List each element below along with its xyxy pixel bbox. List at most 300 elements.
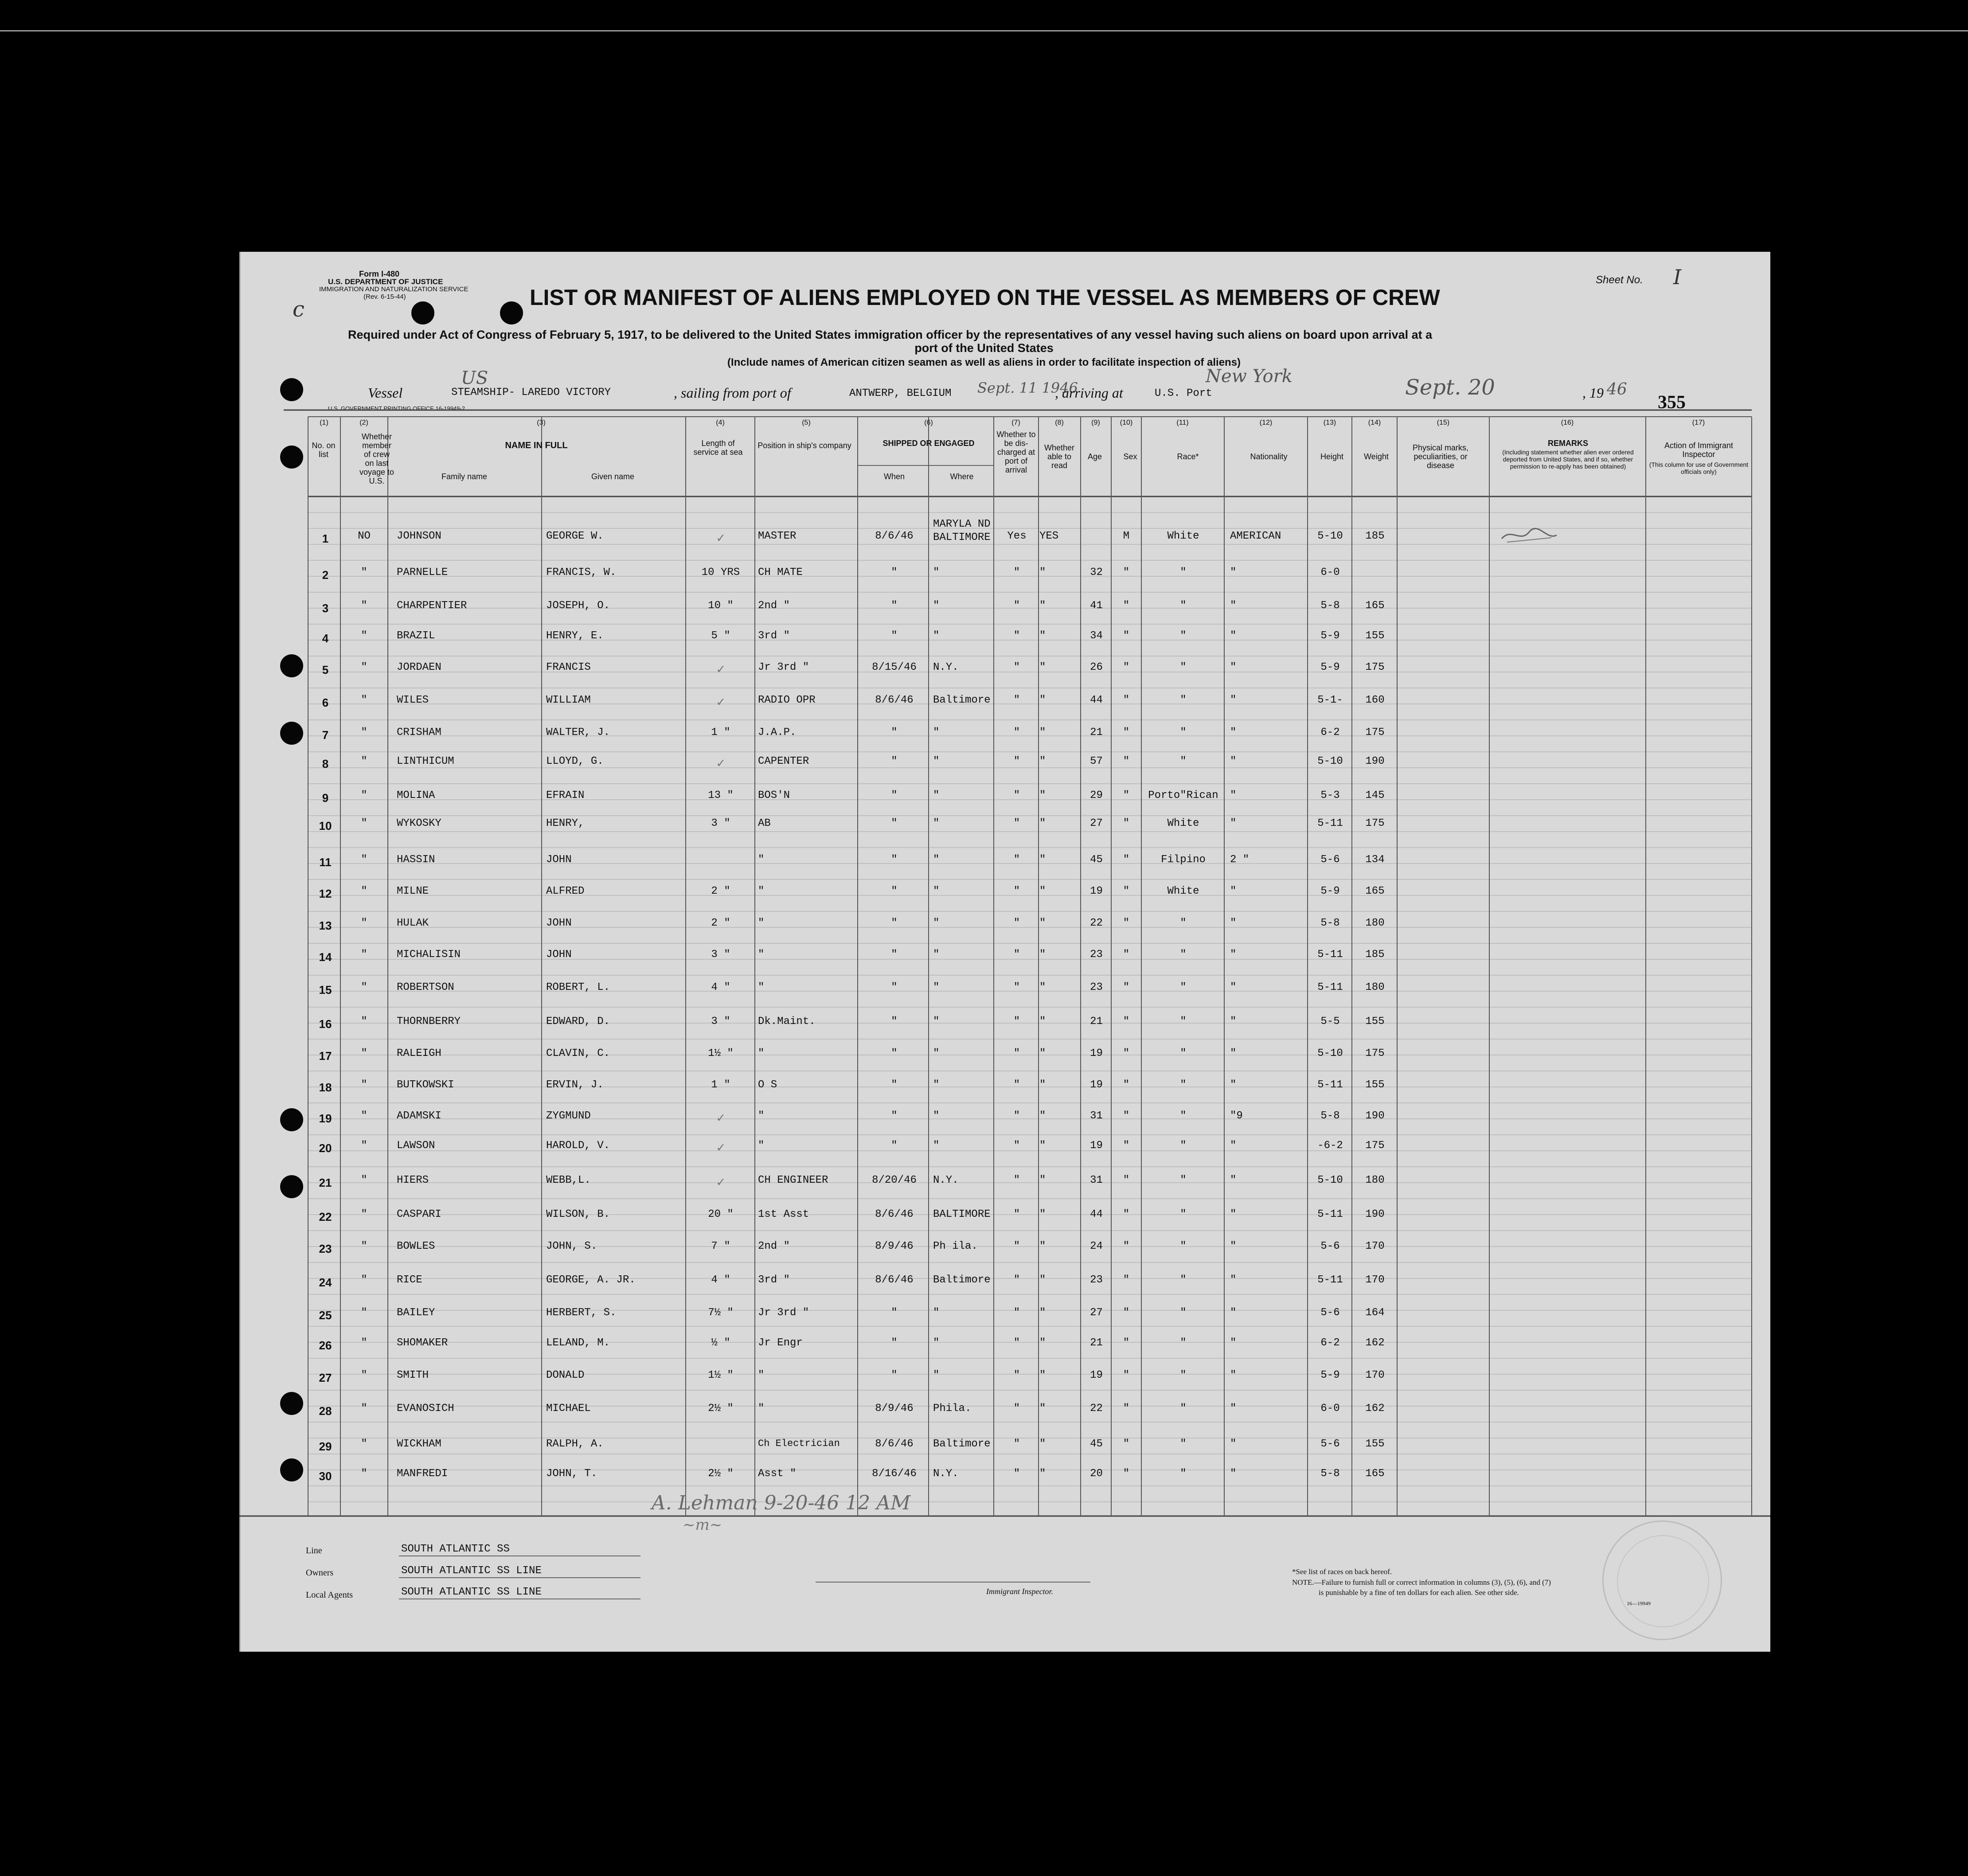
cell-weight: 180 (1365, 1174, 1385, 1186)
header-no-on-list: No. on list (312, 441, 336, 459)
cell-where: " (933, 567, 940, 578)
cell-family: MICHALISIN (397, 949, 461, 961)
cell-no: 22 (319, 1210, 332, 1223)
sailing-label: , sailing from port of (674, 385, 791, 401)
cell-weight: 170 (1365, 1240, 1385, 1252)
cell-given: JOHN (546, 854, 572, 866)
cell-height: 5-8 (1320, 1110, 1340, 1122)
cell-age: 21 (1090, 1337, 1103, 1349)
column-number: (13) (1323, 419, 1336, 426)
cell-when: " (891, 1079, 898, 1091)
cell-when: " (891, 1140, 898, 1152)
cell-height: 5-6 (1320, 854, 1340, 866)
cell-sex: " (1123, 1468, 1130, 1480)
cell-service: ✓ (716, 532, 725, 547)
header-height: Height (1320, 452, 1344, 461)
cell-prev: " (361, 981, 367, 993)
cell-family: BAILEY (397, 1307, 435, 1319)
cell-family: WILES (397, 694, 429, 706)
cell-race: " (1180, 1403, 1187, 1415)
cell-no: 17 (319, 1049, 332, 1063)
cell-service: ✓ (716, 663, 725, 678)
cell-read: " (1039, 949, 1046, 961)
cell-age: 23 (1090, 949, 1103, 961)
inspector-rule (816, 1582, 1090, 1583)
cell-service: 2 " (711, 917, 730, 929)
cell-weight: 162 (1365, 1403, 1385, 1415)
page-title: LIST OR MANIFEST OF ALIENS EMPLOYED ON THE VESSEL AS MEMBERS OF CREW (530, 285, 1440, 310)
cell-height: 5-9 (1320, 1369, 1340, 1381)
cell-height: 5-5 (1320, 1016, 1340, 1028)
cell-prev: " (361, 789, 367, 801)
cell-prev: " (361, 1274, 367, 1286)
cell-prev: " (361, 694, 367, 706)
cell-prev: " (361, 1240, 367, 1252)
cell-height: 6-2 (1320, 727, 1340, 739)
cell-height: 5-11 (1317, 981, 1343, 993)
cell-prev: " (361, 1468, 367, 1480)
column-number: (11) (1176, 419, 1189, 426)
cell-sex: M (1123, 530, 1130, 542)
header-shipped: SHIPPED OR ENGAGED (882, 439, 975, 448)
port-to-handwritten: New York (1206, 366, 1292, 387)
cell-disch: " (1013, 727, 1020, 739)
cell-when: " (891, 981, 898, 993)
cell-height: 5-1- (1317, 694, 1343, 706)
cell-height: 5-8 (1320, 1468, 1340, 1480)
cell-where: N.Y. (933, 661, 959, 673)
cell-height: 6-0 (1320, 567, 1340, 578)
cell-sex: " (1123, 1016, 1130, 1028)
cell-height: 5-3 (1320, 789, 1340, 801)
cell-when: " (891, 854, 898, 866)
cell-when: " (891, 1110, 898, 1122)
cell-family: JORDAEN (397, 661, 441, 673)
cell-weight: 134 (1365, 854, 1385, 866)
cell-no: 4 (322, 632, 329, 645)
cell-height: 5-10 (1317, 530, 1343, 542)
cell-position: CAPENTER (758, 755, 809, 767)
cell-disch: " (1013, 1337, 1020, 1349)
cell-race: " (1180, 1240, 1187, 1252)
cell-service: ✓ (716, 1111, 725, 1126)
cell-given: WILSON, B. (546, 1208, 610, 1220)
cell-race: White (1167, 885, 1199, 897)
cell-given: WEBB,L. (546, 1174, 591, 1186)
cell-no: 12 (319, 887, 332, 900)
cell-disch: " (1013, 600, 1020, 612)
cell-service: 10 " (708, 600, 734, 612)
cell-weight: 162 (1365, 1337, 1385, 1349)
cell-disch: " (1013, 981, 1020, 993)
cell-age: 32 (1090, 567, 1103, 578)
cell-read: YES (1039, 530, 1059, 542)
cell-prev: " (361, 817, 367, 829)
column-number: (14) (1368, 419, 1381, 426)
cell-age: 19 (1090, 1369, 1103, 1381)
cell-race: White (1167, 817, 1199, 829)
cell-service: ✓ (716, 1176, 725, 1191)
cell-sex: " (1123, 1240, 1130, 1252)
cell-family: PARNELLE (397, 567, 448, 578)
cell-weight: 165 (1365, 1468, 1385, 1480)
cell-race: " (1180, 1016, 1187, 1028)
cell-age: 41 (1090, 600, 1103, 612)
cell-disch: " (1013, 789, 1020, 801)
cell-weight: 155 (1365, 630, 1385, 642)
cell-where: " (933, 1047, 940, 1059)
cell-service: 1 " (711, 1079, 730, 1091)
cell-nat: " (1230, 1468, 1237, 1480)
cell-when: " (891, 630, 898, 642)
cell-age: 27 (1090, 1307, 1103, 1319)
cell-height: 5-10 (1317, 755, 1343, 767)
cell-family: HIERS (397, 1174, 429, 1186)
cell-age: 34 (1090, 630, 1103, 642)
cell-age: 31 (1090, 1110, 1103, 1122)
cell-where: " (933, 600, 940, 612)
cell-position: RADIO OPR (758, 694, 816, 706)
footer-owners-value: SOUTH ATLANTIC SS LINE (401, 1565, 542, 1577)
cell-disch: " (1013, 854, 1020, 866)
cell-disch: " (1013, 694, 1020, 706)
cell-height: -6-2 (1317, 1140, 1343, 1152)
cell-given: HENRY, (546, 817, 585, 829)
cell-prev: " (361, 1016, 367, 1028)
cell-service: 2½ " (708, 1468, 734, 1480)
sailing-date: Sept. 11 1946 (977, 379, 1078, 396)
cell-position: " (758, 1403, 765, 1415)
cell-disch: " (1013, 885, 1020, 897)
cell-weight: 185 (1365, 530, 1385, 542)
cell-read: " (1039, 1369, 1046, 1381)
cell-age: 22 (1090, 1403, 1103, 1415)
column-number: (7) (1011, 419, 1020, 426)
cell-nat: " (1230, 1016, 1237, 1028)
cell-prev: " (361, 1337, 367, 1349)
cell-weight: 155 (1365, 1438, 1385, 1450)
cell-read: " (1039, 694, 1046, 706)
cell-where: Baltimore (933, 1438, 991, 1450)
cell-position: Jr 3rd " (758, 1307, 809, 1319)
cell-read: " (1039, 1208, 1046, 1220)
cell-disch: " (1013, 1110, 1020, 1122)
cell-nat: " (1230, 567, 1237, 578)
cell-family: ADAMSKI (397, 1110, 441, 1122)
cell-no: 7 (322, 728, 329, 742)
header-action-note: (This column for use of Government officials only) (1649, 461, 1749, 475)
cell-when: " (891, 817, 898, 829)
cell-prev: " (361, 600, 367, 612)
cell-given: HENRY, E. (546, 630, 604, 642)
cell-position: 2nd " (758, 1240, 790, 1252)
cell-family: SHOMAKER (397, 1337, 448, 1349)
cell-when: " (891, 600, 898, 612)
footer-line-label: Line (306, 1546, 322, 1556)
cell-nat: 2 " (1230, 854, 1250, 866)
cell-no: 30 (319, 1470, 332, 1483)
cell-prev: " (361, 1079, 367, 1091)
form-id: Form I-480 (359, 270, 400, 278)
cell-read: " (1039, 1307, 1046, 1319)
cell-prev: " (361, 1140, 367, 1152)
header-remarks-note: (Including statement whether alien ever ordered deported from United States, and if so, whether permission to re-apply has been obtained) (1502, 449, 1634, 470)
cell-read: " (1039, 917, 1046, 929)
cell-given: WALTER, J. (546, 727, 610, 739)
cell-family: JOHNSON (397, 530, 441, 542)
cell-age: 44 (1090, 694, 1103, 706)
cell-disch: " (1013, 661, 1020, 673)
cell-prev: " (361, 1403, 367, 1415)
cell-nat: " (1230, 949, 1237, 961)
cell-sex: " (1123, 1403, 1130, 1415)
cell-when: 8/16/46 (872, 1468, 917, 1480)
cell-no: 6 (322, 696, 329, 709)
cell-height: 5-6 (1320, 1307, 1340, 1319)
cell-position: Dk.Maint. (758, 1016, 816, 1028)
cell-read: " (1039, 817, 1046, 829)
cell-given: GEORGE W. (546, 530, 604, 542)
header-physical-marks: Physical marks, peculiarities, or disease (1412, 443, 1469, 470)
cell-position: AB (758, 817, 771, 829)
cell-given: DONALD (546, 1369, 585, 1381)
header-family-name: Family name (441, 472, 488, 481)
cell-position: " (758, 854, 765, 866)
cell-given: JOHN, T. (546, 1468, 597, 1480)
cell-disch: " (1013, 630, 1020, 642)
cell-weight: 155 (1365, 1016, 1385, 1028)
cell-given: EDWARD, D. (546, 1016, 610, 1028)
cell-position: Jr 3rd " (758, 661, 809, 673)
cell-weight: 170 (1365, 1369, 1385, 1381)
cell-disch: " (1013, 1240, 1020, 1252)
arrival-date: Sept. 20 (1405, 375, 1495, 400)
cell-read: " (1039, 1240, 1046, 1252)
cell-position: CH ENGINEER (758, 1174, 828, 1186)
cell-weight: 175 (1365, 1047, 1385, 1059)
cell-disch: " (1013, 1438, 1020, 1450)
cell-position: Jr Engr (758, 1337, 803, 1349)
cell-service: 2½ " (708, 1403, 734, 1415)
cell-race: " (1180, 1438, 1187, 1450)
cell-height: 5-6 (1320, 1240, 1340, 1252)
cell-weight: 175 (1365, 661, 1385, 673)
cell-age: 21 (1090, 727, 1103, 739)
cell-read: " (1039, 567, 1046, 578)
cell-family: HASSIN (397, 854, 435, 866)
cell-when: " (891, 885, 898, 897)
cell-nat: " (1230, 600, 1237, 612)
footer-agents-label: Local Agents (306, 1590, 353, 1600)
cell-height: 5-11 (1317, 1208, 1343, 1220)
cell-no: 23 (319, 1242, 332, 1255)
cell-given: LLOYD, G. (546, 755, 604, 767)
sheet-label: Sheet No. (1596, 274, 1643, 286)
cell-weight: 190 (1365, 1208, 1385, 1220)
column-number: (16) (1561, 419, 1574, 426)
cell-sex: " (1123, 885, 1130, 897)
cell-read: " (1039, 854, 1046, 866)
cell-nat: " (1230, 630, 1237, 642)
header-action: Action of Immigrant Inspector (1664, 441, 1734, 459)
header-nationality: Nationality (1250, 452, 1288, 461)
vessel-handwritten: US (461, 368, 488, 388)
cell-family: CHARPENTIER (397, 600, 467, 612)
cell-weight: 190 (1365, 755, 1385, 767)
cell-position: Asst " (758, 1468, 797, 1480)
cell-when: 8/9/46 (875, 1403, 914, 1415)
cell-service: 1½ " (708, 1047, 734, 1059)
cell-where: BALTIMORE (933, 1208, 991, 1220)
cell-age: 22 (1090, 917, 1103, 929)
cell-disch: Yes (1007, 530, 1027, 542)
cell-sex: " (1123, 1337, 1130, 1349)
cell-where: Baltimore (933, 1274, 991, 1286)
cell-prev: " (361, 727, 367, 739)
cell-race: Filpino (1161, 854, 1206, 866)
cell-nat: " (1230, 1369, 1237, 1381)
column-number: (3) (537, 419, 546, 426)
header-where: Where (950, 472, 974, 481)
cell-prev: " (361, 1208, 367, 1220)
cell-where: Ph ila. (933, 1240, 978, 1252)
cell-disch: " (1013, 1369, 1020, 1381)
header-discharged: Whether to be dis-charged at port of arrival (996, 430, 1036, 474)
header-weight: Weight (1364, 452, 1389, 461)
cell-family: SMITH (397, 1369, 429, 1381)
cell-no: 3 (322, 602, 329, 615)
cell-sex: " (1123, 854, 1130, 866)
cell-nat: " (1230, 1438, 1237, 1450)
cell-given: ROBERT, L. (546, 981, 610, 993)
cell-disch: " (1013, 1468, 1020, 1480)
cell-race: " (1180, 917, 1187, 929)
cell-nat: "9 (1230, 1110, 1243, 1122)
cell-read: " (1039, 755, 1046, 767)
cell-race: " (1180, 1468, 1187, 1480)
cell-weight: 175 (1365, 817, 1385, 829)
cell-race: " (1180, 727, 1187, 739)
subtitle-1: Required under Act of Congress of February 5, 1917, to be delivered to the United States immigration officer by the representatives of any vessel having such aliens on board upon arrival at a (348, 328, 1433, 341)
cell-sex: " (1123, 949, 1130, 961)
cell-height: 6-0 (1320, 1403, 1340, 1415)
cell-disch: " (1013, 755, 1020, 767)
cell-no: 15 (319, 983, 332, 997)
cell-where: " (933, 1307, 940, 1319)
cell-service: ✓ (716, 1141, 725, 1156)
cell-when: " (891, 1337, 898, 1349)
cell-height: 6-2 (1320, 1337, 1340, 1349)
race-note: *See list of races on back hereof. (1292, 1567, 1392, 1576)
header-given-name: Given name (591, 472, 635, 481)
cell-disch: " (1013, 567, 1020, 578)
cell-where: " (933, 1016, 940, 1028)
cell-nat: " (1230, 694, 1237, 706)
cell-nat: " (1230, 1307, 1237, 1319)
cell-race: " (1180, 1047, 1187, 1059)
cell-read: " (1039, 1140, 1046, 1152)
header-position: Position in ship's company (758, 441, 851, 450)
vessel-label: Vessel (368, 385, 403, 401)
cell-given: GEORGE, A. JR. (546, 1274, 636, 1286)
cell-race: " (1180, 694, 1187, 706)
cell-where: " (933, 949, 940, 961)
cell-where: " (933, 755, 940, 767)
cell-given: JOHN (546, 917, 572, 929)
cell-service: 7½ " (708, 1307, 734, 1319)
cell-where: " (933, 1369, 940, 1381)
cell-where: " (933, 630, 940, 642)
cell-sex: " (1123, 694, 1130, 706)
cell-nat: " (1230, 817, 1237, 829)
cell-when: 8/6/46 (875, 1438, 914, 1450)
cell-age: 26 (1090, 661, 1103, 673)
cell-weight: 160 (1365, 694, 1385, 706)
cell-no: 27 (319, 1371, 332, 1384)
cell-prev: " (361, 949, 367, 961)
cell-prev: " (361, 885, 367, 897)
subtitle-2: port of the United States (914, 341, 1054, 355)
cell-nat: " (1230, 1047, 1237, 1059)
cell-race: " (1180, 1110, 1187, 1122)
cell-position: O S (758, 1079, 777, 1091)
cell-read: " (1039, 1337, 1046, 1349)
cell-read: " (1039, 885, 1046, 897)
cell-position: 3rd " (758, 1274, 790, 1286)
cell-race: " (1180, 600, 1187, 612)
cell-height: 5-8 (1320, 600, 1340, 612)
cell-age: 45 (1090, 854, 1103, 866)
cell-nat: " (1230, 789, 1237, 801)
cell-weight: 165 (1365, 600, 1385, 612)
cell-disch: " (1013, 1174, 1020, 1186)
cell-weight: 180 (1365, 917, 1385, 929)
cell-position: 3rd " (758, 630, 790, 642)
cell-family: CRISHAM (397, 727, 441, 739)
cell-no: 8 (322, 757, 329, 770)
cell-prev: " (361, 917, 367, 929)
cell-height: 5-6 (1320, 1438, 1340, 1450)
cell-service: 3 " (711, 1016, 730, 1028)
vessel-name: STEAMSHIP- LAREDO VICTORY (451, 387, 611, 399)
cell-when: " (891, 1307, 898, 1319)
cell-when: 8/20/46 (872, 1174, 917, 1186)
cell-race: " (1180, 630, 1187, 642)
cell-prev: " (361, 1110, 367, 1122)
cell-service: 1 " (711, 727, 730, 739)
corner-mark: c (293, 297, 305, 322)
cell-sex: " (1123, 917, 1130, 929)
cell-weight: 164 (1365, 1307, 1385, 1319)
official-seal (1602, 1520, 1722, 1640)
cell-race: " (1180, 1208, 1187, 1220)
cell-service: 4 " (711, 981, 730, 993)
cell-sex: " (1123, 1110, 1130, 1122)
cell-when: 8/6/46 (875, 694, 914, 706)
cell-no: 13 (319, 919, 332, 932)
cell-read: " (1039, 661, 1046, 673)
cell-service: ✓ (716, 757, 725, 772)
column-number: (9) (1091, 419, 1100, 426)
cell-given: FRANCIS, W. (546, 567, 617, 578)
cell-read: " (1039, 1047, 1046, 1059)
cell-height: 5-11 (1317, 817, 1343, 829)
cell-prev: " (361, 1438, 367, 1450)
footer-owners-rule (399, 1577, 640, 1578)
cell-given: EFRAIN (546, 789, 585, 801)
cell-age: 21 (1090, 1016, 1103, 1028)
cell-weight: 190 (1365, 1110, 1385, 1122)
